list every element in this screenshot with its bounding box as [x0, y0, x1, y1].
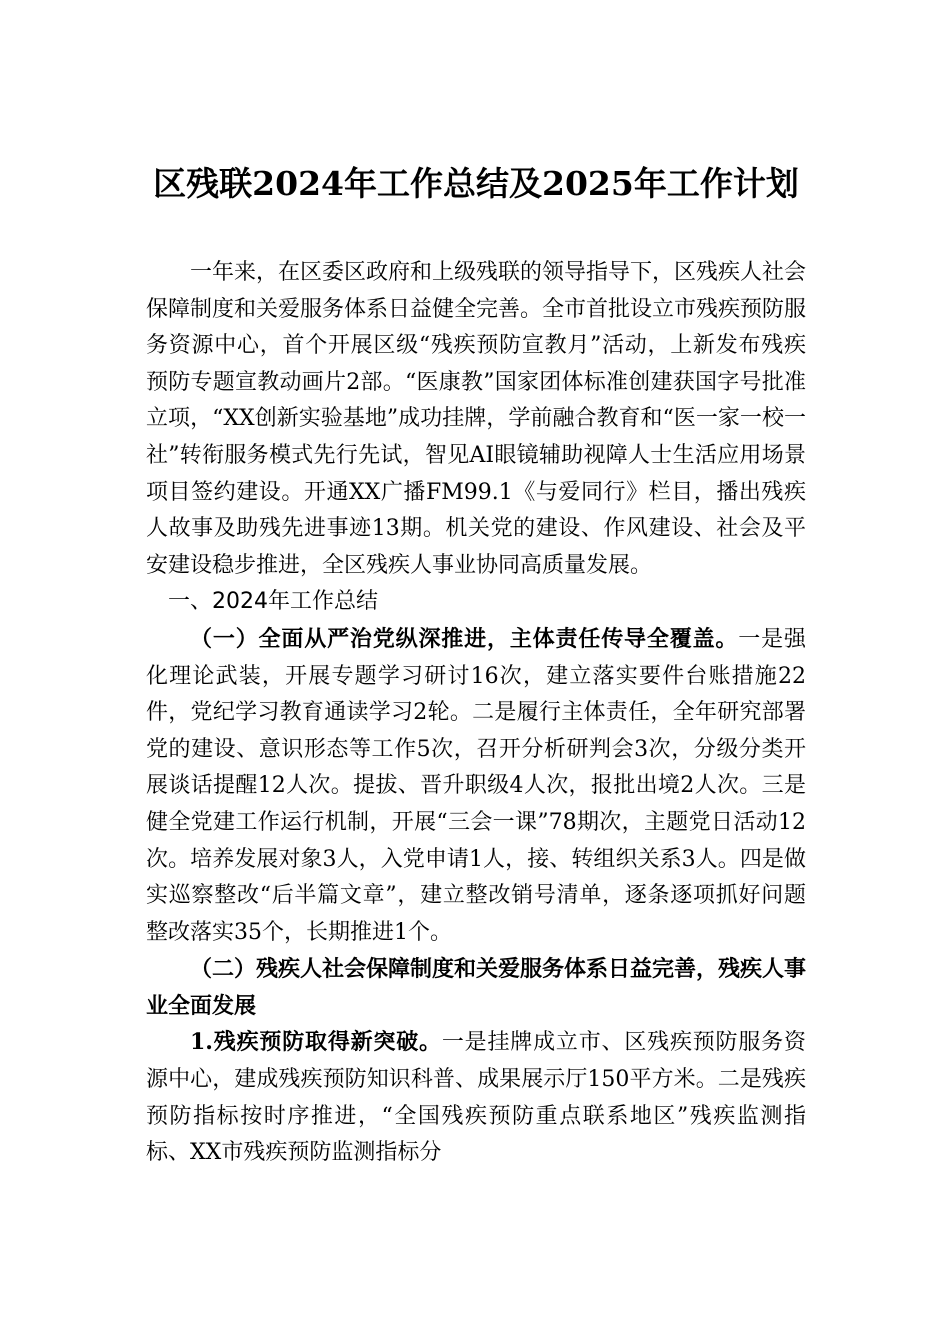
- subsection-1-body: 一是强化理论武装，开展专题学习研讨16次，建立落实要件台账措施22件，党纪学习教育通读学习2轮。二是履行主体责任，全年研究部署党的建设、意识形态等工作5次，召开分析研判会3次，分级分类开展谈话提醒12人次。提拔、晋升职级4人次，报批出境2人次。三是健全党建工作运行机制，开展“三会一课”78期次，主题党日活动12次。培养发展对象3人，入党申请1人，接、转组织关系3人。四是做实巡察整改“后半篇文章”，建立整改销号清单，逐条逐项抓好问题整改落实35个，长期推进1个。: [146, 626, 806, 945]
- document-body: [146, 255, 806, 1172]
- item-1-paragraph: [146, 1024, 806, 1171]
- document-title: 区残联2024年工作总结及2025年工作计划: [153, 164, 799, 203]
- intro-paragraph: 一年来，在区委区政府和上级残联的领导指导下，区残疾人社会保障制度和关爱服务体系日益健全完善。全市首批设立市残疾预防服务资源中心，首个开展区级“残疾预防宣教月”活动，上新发布残疾预防专题宣教动画片2部。“医康教”国家团体标准创建获国字号批准立项，“XX创新实验基地”成功挂牌，学前融合教育和“医一家一校一社”转衔服务模式先行先试，智见AI眼镜辅助视障人士生活应用场景项目签约建设。开通XX广播FM99.1《与爱同行》栏目，播出残疾人故事及助残先进事迹13期。机关党的建设、作风建设、社会及平安建设稳步推进，全区残疾人事业协同高质量发展。: [146, 260, 807, 578]
- item-1-heading: 1.残疾预防取得新突破。: [190, 1029, 442, 1056]
- subsection-1-heading: （一）全面从严治党纵深推进，主体责任传导全覆盖。: [190, 625, 739, 652]
- section-heading-2024-summary: 一、2024年工作总结: [168, 589, 378, 615]
- subsection-1-paragraph: [146, 621, 806, 951]
- item-1-body: 一是挂牌成立市、区残疾预防服务资源中心，建成残疾预防知识科普、成果展示厅150平方米。二是残疾预防指标按时序推进，“全国残疾预防重点联系地区”残疾监测指标、XX市残疾预防监测指标分: [146, 1030, 806, 1166]
- subsection-2-heading: （二）残疾人社会保障制度和关爱服务体系日益完善，残疾人事业全面发展: [146, 956, 807, 1019]
